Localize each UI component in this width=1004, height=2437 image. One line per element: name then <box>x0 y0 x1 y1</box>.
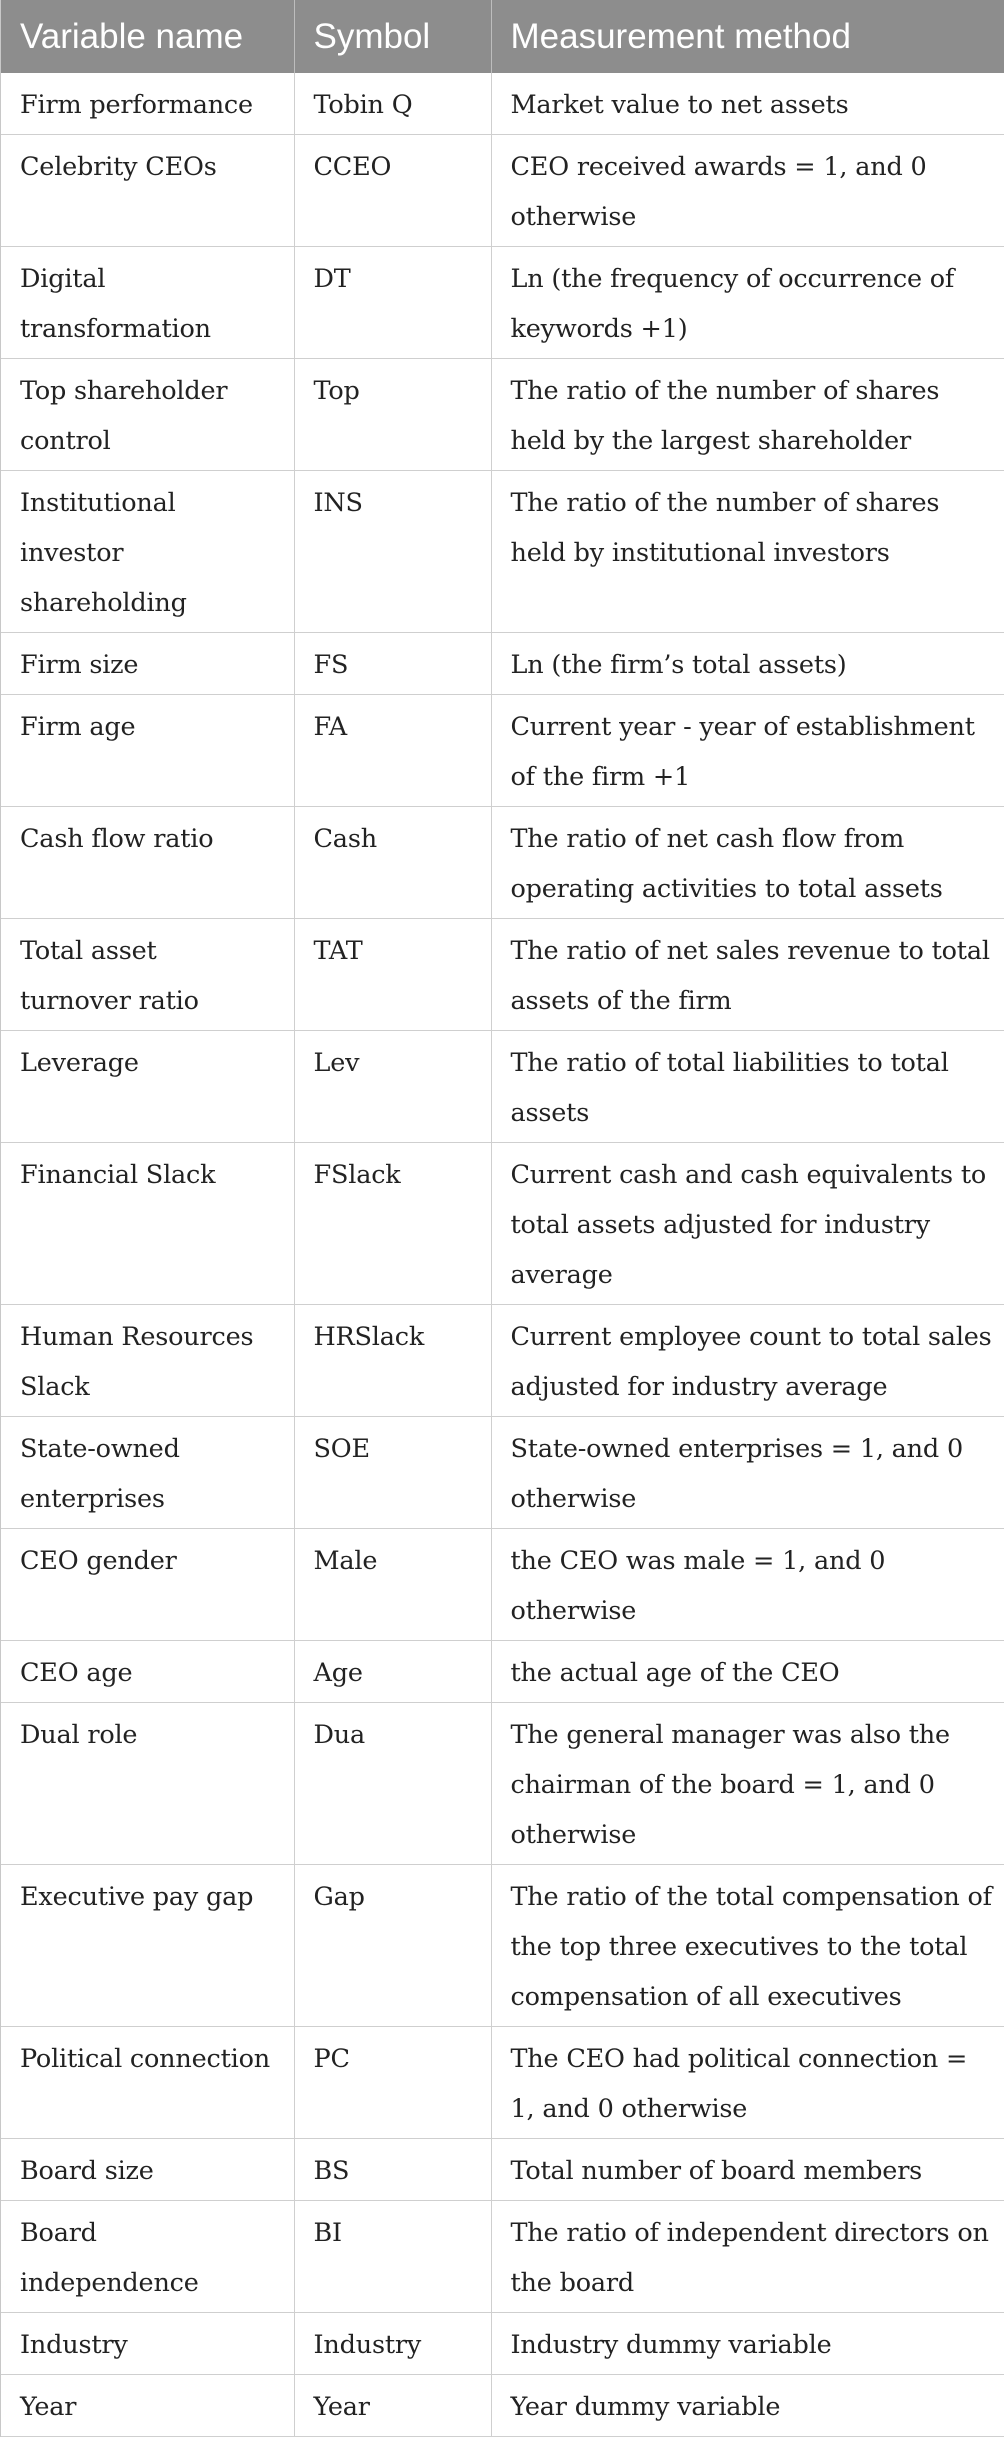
table-row <box>1 1865 1004 2027</box>
table-row <box>1 633 1004 695</box>
variable-name-cell: Political connection <box>1 2027 294 2139</box>
table-row <box>1 2201 1004 2313</box>
header-variable-name: Variable name <box>1 0 294 73</box>
variable-name-cell: Firm size <box>1 633 294 695</box>
variable-name-cell: Human Resources Slack <box>1 1305 294 1417</box>
symbol-cell: CCEO <box>294 135 491 247</box>
measurement-method-cell: Total number of board members <box>491 2139 1004 2201</box>
measurement-method-cell: Ln (the frequency of occurrence of keywords +1) <box>491 247 1004 359</box>
table-row <box>1 2313 1004 2375</box>
symbol-cell: Cash <box>294 807 491 919</box>
symbol-cell: Top <box>294 359 491 471</box>
symbol-cell: HRSlack <box>294 1305 491 1417</box>
measurement-method-cell: The ratio of the number of shares held by institutional investors <box>491 471 1004 633</box>
table-row <box>1 1417 1004 1529</box>
measurement-method-cell: Industry dummy variable <box>491 2313 1004 2375</box>
table-header <box>1 0 1004 73</box>
symbol-cell: Year <box>294 2375 491 2437</box>
variable-name-cell: Institutional investor shareholding <box>1 471 294 633</box>
variable-name-cell: CEO age <box>1 1641 294 1703</box>
measurement-method-cell: Year dummy variable <box>491 2375 1004 2437</box>
measurement-method-cell: The ratio of total liabilities to total assets <box>491 1031 1004 1143</box>
measurement-method-cell: Current cash and cash equivalents to total assets adjusted for industry average <box>491 1143 1004 1305</box>
symbol-cell: SOE <box>294 1417 491 1529</box>
variable-name-cell: Leverage <box>1 1031 294 1143</box>
measurement-method-cell: Current employee count to total sales adjusted for industry average <box>491 1305 1004 1417</box>
variable-name-cell: Digital transformation <box>1 247 294 359</box>
table-row <box>1 73 1004 135</box>
variable-name-cell: Board size <box>1 2139 294 2201</box>
symbol-cell: Dua <box>294 1703 491 1865</box>
symbol-cell: Gap <box>294 1865 491 2027</box>
measurement-method-cell: Current year - year of establishment of the firm +1 <box>491 695 1004 807</box>
measurement-method-cell: the actual age of the CEO <box>491 1641 1004 1703</box>
table-row <box>1 247 1004 359</box>
measurement-method-cell: Ln (the firm’s total assets) <box>491 633 1004 695</box>
header-measurement-method: Measurement method <box>491 0 1004 73</box>
table-row <box>1 695 1004 807</box>
symbol-cell: Tobin Q <box>294 73 491 135</box>
measurement-method-cell: State-owned enterprises = 1, and 0 otherwise <box>491 1417 1004 1529</box>
symbol-cell: Industry <box>294 2313 491 2375</box>
table-row <box>1 135 1004 247</box>
measurement-method-cell: the CEO was male = 1, and 0 otherwise <box>491 1529 1004 1641</box>
measurement-method-cell: The general manager was also the chairman of the board = 1, and 0 otherwise <box>491 1703 1004 1865</box>
variable-name-cell: Top shareholder control <box>1 359 294 471</box>
variable-name-cell: Firm age <box>1 695 294 807</box>
measurement-method-cell: The ratio of the number of shares held by the largest shareholder <box>491 359 1004 471</box>
variable-name-cell: Industry <box>1 2313 294 2375</box>
variable-name-cell: CEO gender <box>1 1529 294 1641</box>
table-row <box>1 919 1004 1031</box>
measurement-method-cell: CEO received awards = 1, and 0 otherwise <box>491 135 1004 247</box>
symbol-cell: TAT <box>294 919 491 1031</box>
symbol-cell: DT <box>294 247 491 359</box>
variable-name-cell: Firm performance <box>1 73 294 135</box>
variables-table <box>1 0 1004 2437</box>
variable-name-cell: Executive pay gap <box>1 1865 294 2027</box>
table-row <box>1 1143 1004 1305</box>
symbol-cell: Age <box>294 1641 491 1703</box>
table-row <box>1 1641 1004 1703</box>
measurement-method-cell: The ratio of the total compensation of the top three executives to the total compensation of all executives <box>491 1865 1004 2027</box>
table-row <box>1 2027 1004 2139</box>
symbol-cell: FA <box>294 695 491 807</box>
symbol-cell: FS <box>294 633 491 695</box>
symbol-cell: Lev <box>294 1031 491 1143</box>
measurement-method-cell: The ratio of net sales revenue to total assets of the firm <box>491 919 1004 1031</box>
table-row <box>1 1031 1004 1143</box>
variable-name-cell: Total asset turnover ratio <box>1 919 294 1031</box>
variable-name-cell: Cash flow ratio <box>1 807 294 919</box>
table-body <box>1 73 1004 2437</box>
measurement-method-cell: The CEO had political connection = 1, and 0 otherwise <box>491 2027 1004 2139</box>
variable-name-cell: Board independence <box>1 2201 294 2313</box>
symbol-cell: Male <box>294 1529 491 1641</box>
table-row <box>1 1305 1004 1417</box>
measurement-method-cell: The ratio of independent directors on the board <box>491 2201 1004 2313</box>
header-symbol: Symbol <box>294 0 491 73</box>
measurement-method-cell: Market value to net assets <box>491 73 1004 135</box>
table-row <box>1 1529 1004 1641</box>
variable-name-cell: Dual role <box>1 1703 294 1865</box>
symbol-cell: BS <box>294 2139 491 2201</box>
table-row <box>1 359 1004 471</box>
table-row <box>1 807 1004 919</box>
symbol-cell: INS <box>294 471 491 633</box>
table-row <box>1 1703 1004 1865</box>
variable-name-cell: Year <box>1 2375 294 2437</box>
variable-name-cell: Celebrity CEOs <box>1 135 294 247</box>
variable-name-cell: Financial Slack <box>1 1143 294 1305</box>
symbol-cell: BI <box>294 2201 491 2313</box>
variable-name-cell: State-owned enterprises <box>1 1417 294 1529</box>
symbol-cell: FSlack <box>294 1143 491 1305</box>
symbol-cell: PC <box>294 2027 491 2139</box>
measurement-method-cell: The ratio of net cash flow from operating activities to total assets <box>491 807 1004 919</box>
table-row <box>1 2139 1004 2201</box>
table-row <box>1 471 1004 633</box>
header-row <box>1 0 1004 73</box>
table-row <box>1 2375 1004 2437</box>
